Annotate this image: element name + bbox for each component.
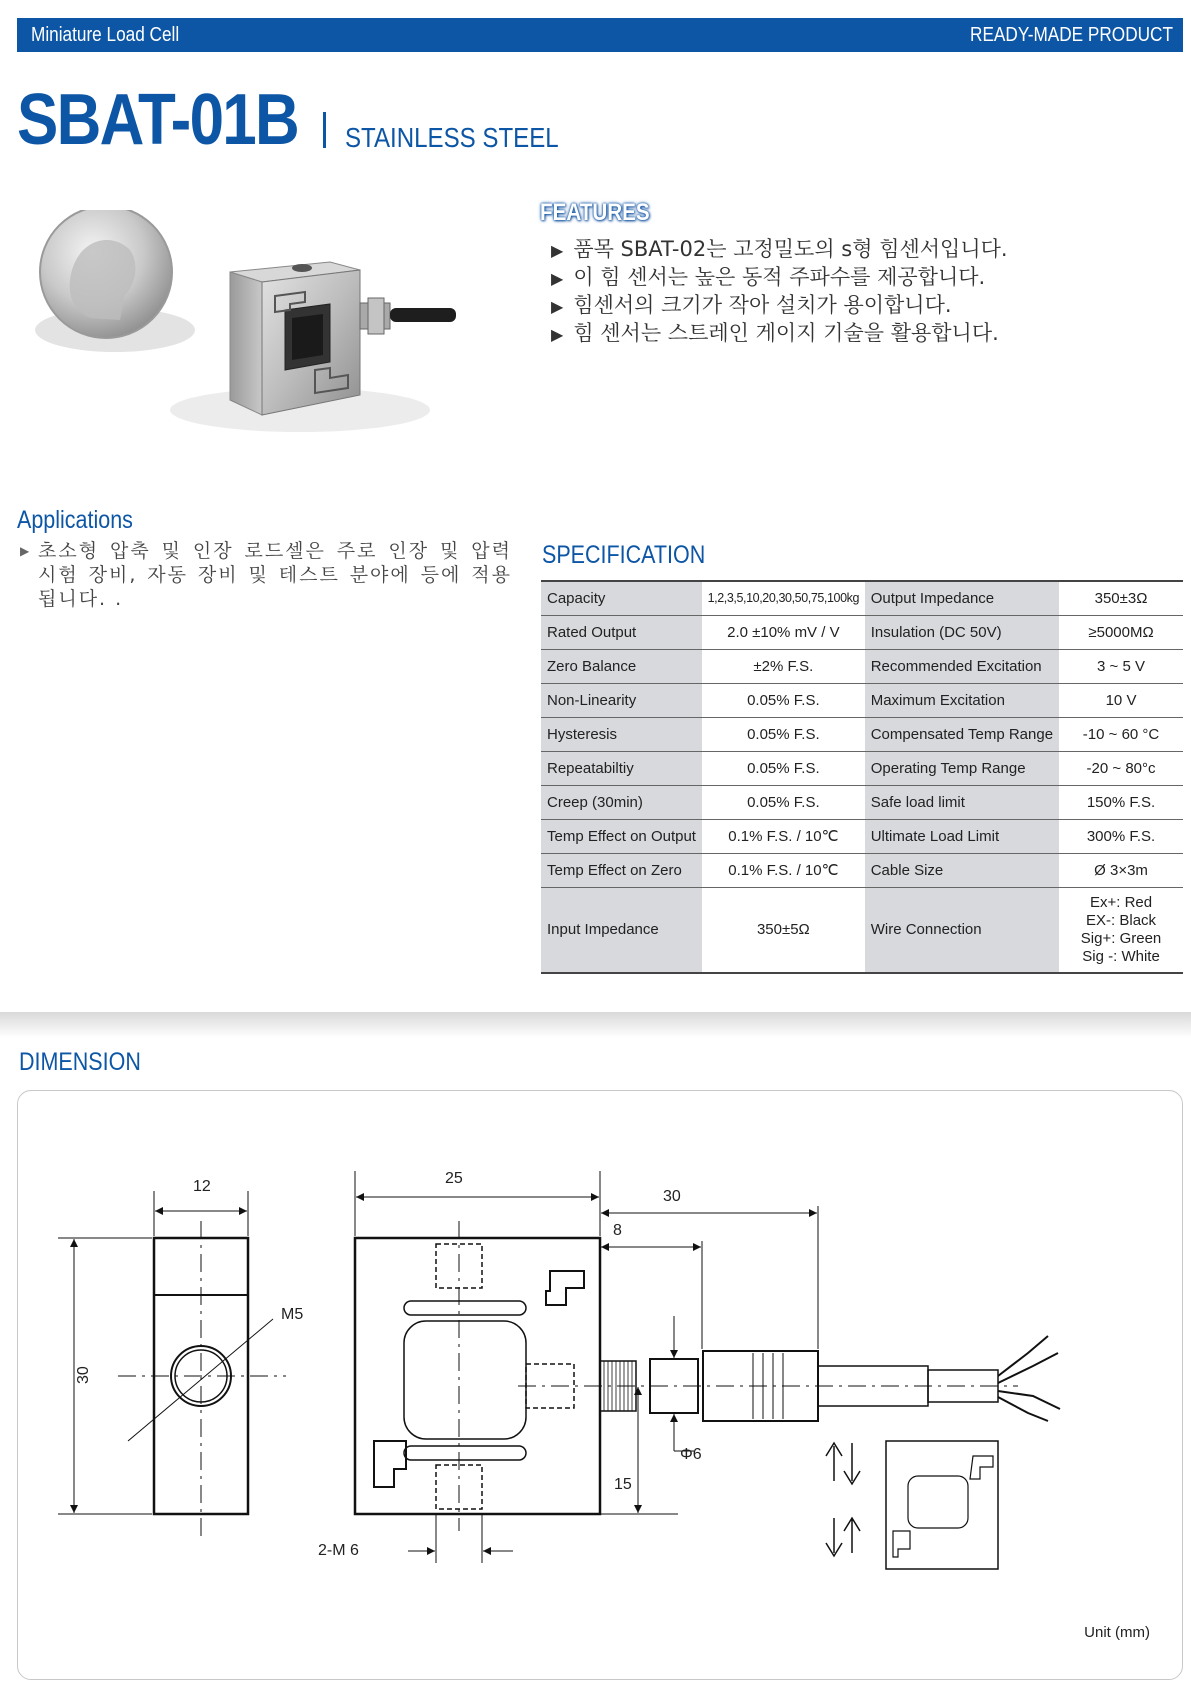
spec-value: 300% F.S. [1059,819,1183,853]
table-row [541,819,1183,853]
spec-value: 0.05% F.S. [702,717,865,751]
mini-sensor-slot-top [970,1456,993,1479]
feature-item [551,264,1008,292]
spec-value: ≥5000MΩ [1059,615,1183,649]
spec-label: Input Impedance [541,887,702,973]
applications-body [20,539,512,611]
dim-fitting: 8 [613,1222,622,1239]
top-banner [17,18,1183,52]
dim-offset: 15 [614,1476,632,1493]
feature-item [551,292,1008,320]
triangle-bullet-icon: ▶ [551,269,564,288]
front-flex-top [404,1301,526,1315]
dim-mount: 2-M 6 [318,1542,359,1559]
mini-sensor-slot-bottom [893,1531,910,1557]
wire-item: Ex+: Red [1089,893,1153,911]
table-row [541,615,1183,649]
spec-value: 0.1% F.S. / 10℃ [702,819,865,853]
spec-label: Zero Balance [541,649,702,683]
triangle-bullet-icon: ▶ [551,325,564,344]
applications-title: Applications [17,506,133,534]
product-photo [30,210,490,460]
table-row [541,853,1183,887]
spec-label: Ultimate Load Limit [865,819,1059,853]
dim-cable-length: 30 [663,1188,681,1205]
front-view-body [355,1238,600,1514]
title-divider [323,112,326,148]
spec-label: Temp Effect on Output [541,819,702,853]
spec-value: -10 ~ 60 °C [1059,717,1183,751]
dimension-title: DIMENSION [19,1048,141,1076]
applications-text: 초소형 압축 및 인장 로드셀은 주로 인장 및 압력 시험 장비, 자동 장비 및 테스트 분야에 등에 적용됩니다. . [38,540,512,610]
sensor-thread-hole [292,264,312,272]
feature-item [551,236,1008,264]
spec-label: Temp Effect on Zero [541,853,702,887]
dim-side-width: 12 [193,1178,211,1195]
spec-label: Wire Connection [865,887,1059,973]
unit-label: Unit (mm) [1084,1624,1150,1641]
mini-sensor-window [908,1476,968,1528]
spec-value: Ø 3×3m [1059,853,1183,887]
feature-text: 품목 SBAT-02는 고정밀도의 s형 힘센서입니다. [573,237,1008,261]
spec-value: -20 ~ 80°c [1059,751,1183,785]
dim-height: 30 [75,1366,92,1384]
load-arrows-icon [826,1443,860,1556]
mini-sensor-icon [886,1441,998,1569]
triangle-bullet-icon: ▶ [551,297,564,316]
table-row [541,649,1183,683]
spec-value: 350±3Ω [1059,581,1183,615]
spec-value: 3 ~ 5 V [1059,649,1183,683]
sensor-side [230,272,262,415]
category-label: Miniature Load Cell [31,24,180,46]
spec-label: Creep (30min) [541,785,702,819]
spec-label: Repeatabiltiy [541,751,702,785]
spec-label: Operating Temp Range [865,751,1059,785]
feature-text: 힘센서의 크기가 작아 설치가 용이합니다. [573,293,952,317]
wire-connection-list [1059,887,1183,973]
table-row [541,683,1183,717]
dimension-drawing [18,1091,1184,1681]
spec-label: Maximum Excitation [865,683,1059,717]
dim-body-width: 25 [445,1170,463,1187]
sensor-window-inner [292,314,323,360]
spec-value: 0.05% F.S. [702,683,865,717]
spec-label: Insulation (DC 50V) [865,615,1059,649]
front-window [404,1321,526,1439]
front-slot-bottom [374,1441,406,1487]
wire-item: EX-: Black [1086,911,1157,929]
spec-value: 350±5Ω [702,887,865,973]
spec-label: Capacity [541,581,702,615]
section-divider [0,1012,1191,1038]
table-row [541,581,1183,615]
cable [390,308,456,322]
spec-value: 10 V [1059,683,1183,717]
features-title: FEATURES [540,199,650,226]
feature-text: 힘 센서는 스트레인 게이지 기술을 활용합니다. [573,321,999,345]
product-type-label: READY-MADE PRODUCT [970,24,1173,46]
features-list [551,236,1008,348]
spec-value: 0.1% F.S. / 10℃ [702,853,865,887]
dim-cable-dia: Φ6 [680,1446,702,1463]
spec-label: Non-Linearity [541,683,702,717]
spec-label: Rated Output [541,615,702,649]
spec-value: 0.05% F.S. [702,751,865,785]
front-slot-top [546,1271,584,1305]
cable-wires [998,1336,1060,1421]
table-row [541,785,1183,819]
feature-text: 이 힘 센서는 높은 동적 주파수를 제공합니다. [573,265,986,289]
specification-table [541,580,1183,974]
triangle-bullet-icon: ▶ [551,241,564,260]
feature-item [551,320,1008,348]
product-material: STAINLESS STEEL [345,122,559,153]
spec-label: Hysteresis [541,717,702,751]
table-row [541,751,1183,785]
spec-label: Cable Size [865,853,1059,887]
spec-value: 0.05% F.S. [702,785,865,819]
spec-label: Output Impedance [865,581,1059,615]
spec-value: 1,2,3,5,10,20,30,50,75,100kg [702,581,865,615]
table-row [541,717,1183,751]
cable-fitting-nut [368,298,384,334]
wire-item: Sig+: Green [1080,929,1162,947]
dim-thread: M5 [281,1306,304,1323]
spec-label: Safe load limit [865,785,1059,819]
wire-item: Sig -: White [1082,947,1160,965]
product-model: SBAT-01B [17,80,299,160]
spec-value: ±2% F.S. [702,649,865,683]
spec-value: 150% F.S. [1059,785,1183,819]
dimension-drawing-panel [17,1090,1183,1680]
spec-value: 2.0 ±10% mV / V [702,615,865,649]
specification-title: SPECIFICATION [542,541,706,569]
front-flex-bottom [404,1446,526,1460]
spec-label: Recommended Excitation [865,649,1059,683]
table-row [541,887,1183,973]
spec-label: Compensated Temp Range [865,717,1059,751]
triangle-bullet-icon: ▶ [20,544,30,558]
